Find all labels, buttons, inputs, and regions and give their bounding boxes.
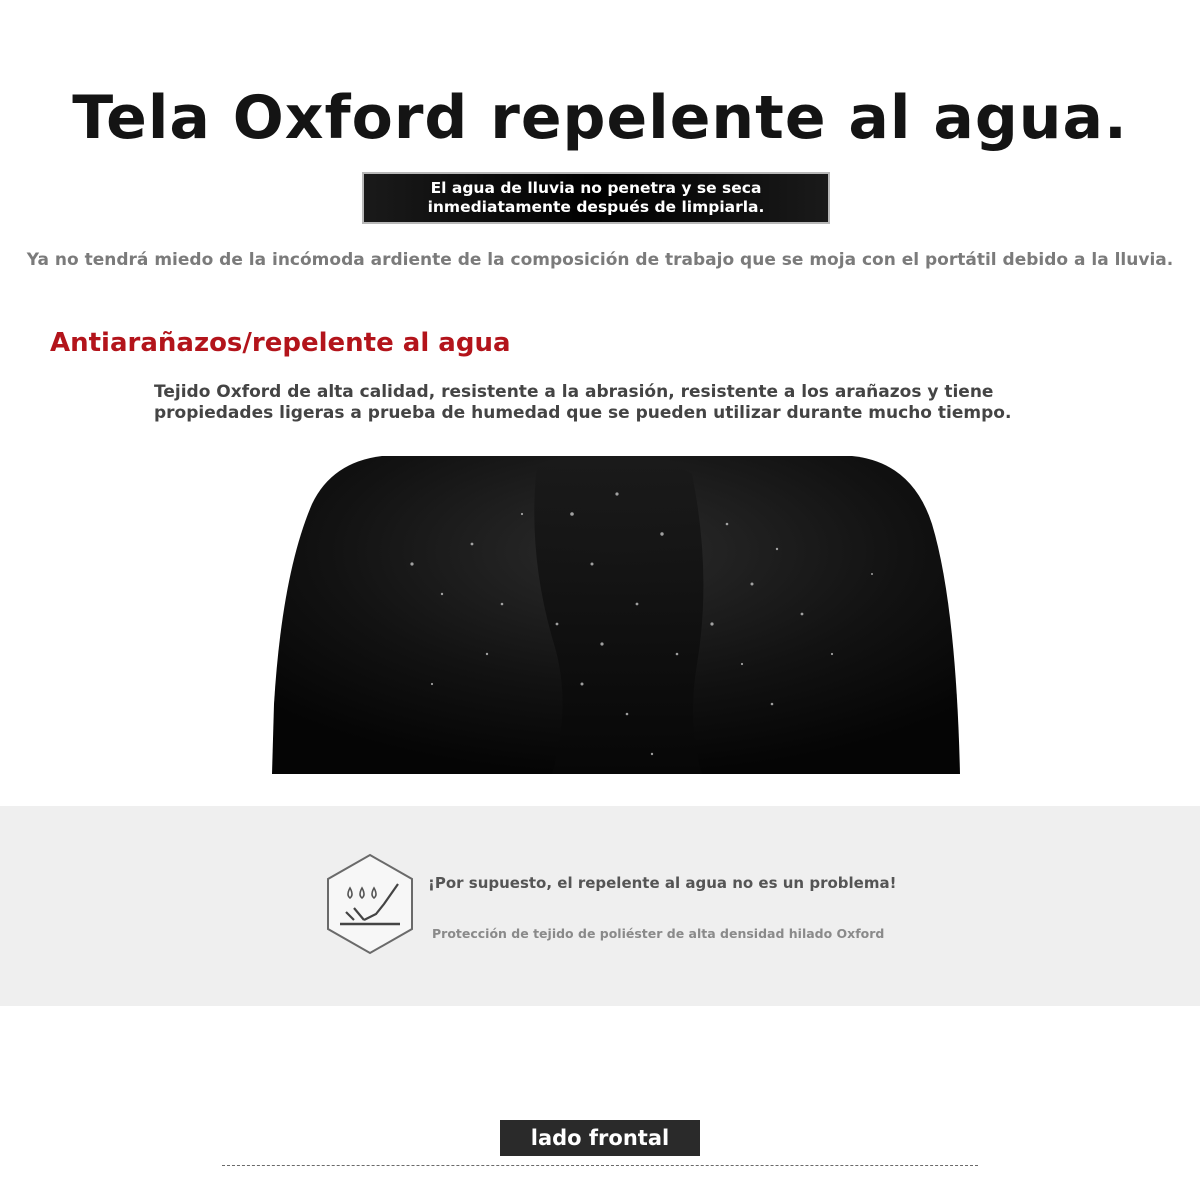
dashed-divider	[222, 1165, 978, 1166]
subtitle-banner	[362, 172, 830, 224]
page-title: Tela Oxford repelente al agua.	[72, 83, 1128, 153]
feature-band	[0, 806, 1200, 1006]
feature-subtitle: Protección de tejido de poliéster de alta densidad hilado Oxford	[432, 926, 885, 941]
section-description	[154, 382, 1054, 424]
banner-line-2: inmediatamente después de limpiarla.	[427, 198, 765, 216]
front-side-label: lado frontal	[500, 1120, 700, 1156]
description-line-1: Tejido Oxford de alta calidad, resistente a la abrasión, resistente a los arañazos y tiene	[154, 382, 994, 402]
banner-line-1: El agua de lluvia no penetra y se seca	[430, 179, 762, 197]
water-repellent-hexagon-icon	[324, 852, 416, 956]
section-title: Antiarañazos/repelente al agua	[50, 328, 511, 358]
intro-text: Ya no tendrá miedo de la incómoda ardiente de la composición de trabajo que se moja con el portátil debido a la lluvia.	[26, 250, 1174, 270]
fabric-water-photo	[272, 454, 962, 774]
feature-title: ¡Por supuesto, el repelente al agua no es un problema!	[428, 874, 897, 892]
description-line-2: propiedades ligeras a prueba de humedad que se pueden utilizar durante mucho tiempo.	[154, 403, 1012, 423]
